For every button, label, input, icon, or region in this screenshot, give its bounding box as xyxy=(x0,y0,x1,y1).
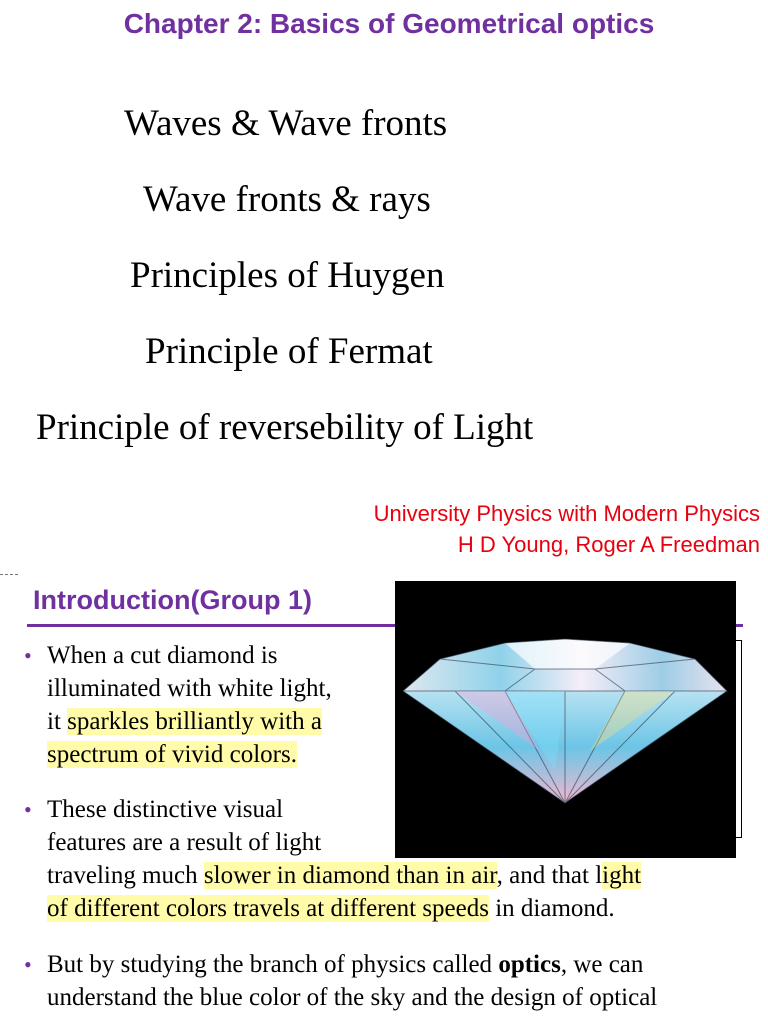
intro-title: Introduction(Group 1) xyxy=(33,585,312,615)
bullet-optics: • But by studying the branch of physics called optics, we can understand the blue color of the sky and the design of optical xyxy=(24,948,657,1014)
topic-waves: Waves & Wave fronts xyxy=(124,103,448,144)
topic-reversibility: Principle of reversebility of Light xyxy=(36,407,534,448)
bullet-marker: • xyxy=(24,797,32,822)
highlighted-text: of different colors travels at different speeds xyxy=(47,895,489,922)
bold-term-optics: optics xyxy=(498,951,561,978)
bullet-diamond-sparkle: • When a cut diamond is illuminated with white light, it sparkles brilliantly with a spectrum of vivid colors. xyxy=(24,639,332,771)
bullet-marker: • xyxy=(24,952,32,977)
reference-authors: H D Young, Roger A Freedman xyxy=(457,532,760,557)
highlighted-text: spectrum of vivid colors. xyxy=(47,741,297,768)
highlighted-text: slower in diamond than in air xyxy=(203,862,497,889)
topic-fermat: Principle of Fermat xyxy=(145,331,433,372)
chapter-title: Chapter 2: Basics of Geometrical optics xyxy=(123,8,655,39)
bullet-marker: • xyxy=(24,643,32,668)
slide-divider xyxy=(0,574,18,575)
image-frame-bracket xyxy=(735,640,742,838)
reference-book: University Physics with Modern Physics xyxy=(373,501,760,526)
topic-huygen: Principles of Huygen xyxy=(130,255,445,296)
bullet-visual-features: • These distinctive visual features are a result of light traveling much slower in diamond than in air, and that light of different colors travels at different speeds in diamond. xyxy=(24,793,641,925)
highlighted-text: sparkles brilliantly with a xyxy=(67,708,322,735)
highlighted-text: ight xyxy=(602,862,642,889)
topic-rays: Wave fronts & rays xyxy=(143,179,431,220)
